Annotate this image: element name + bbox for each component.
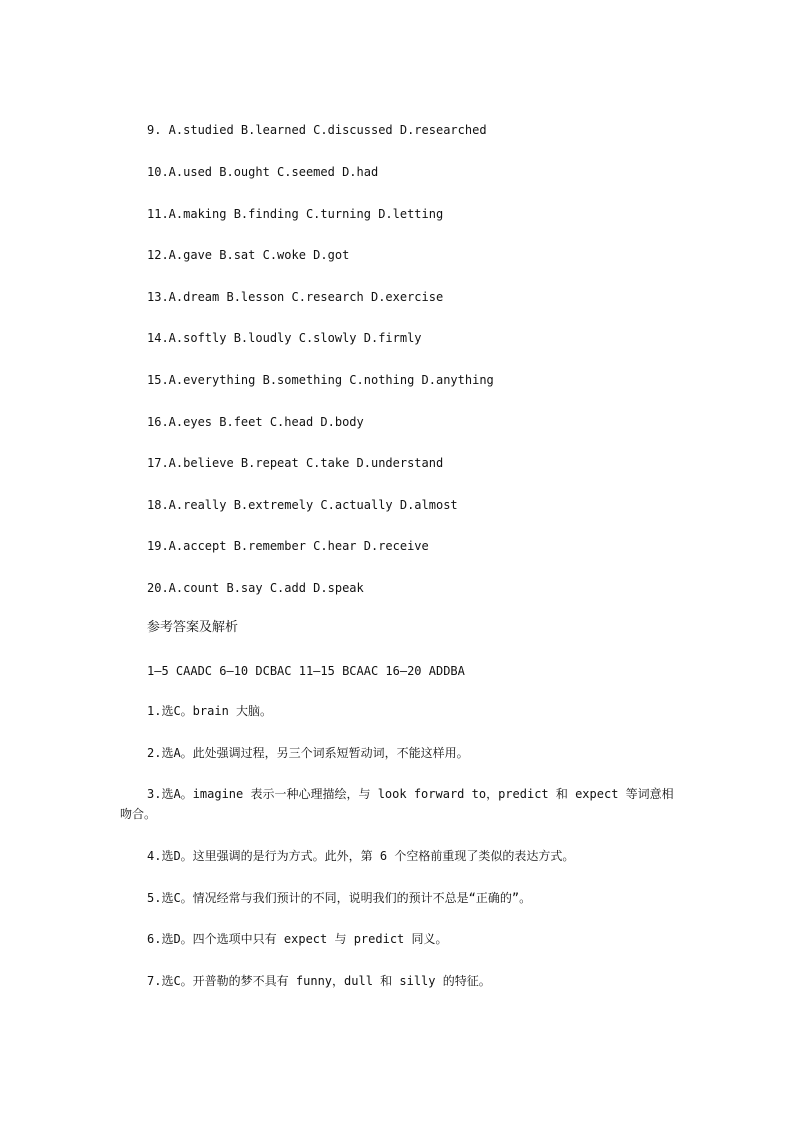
question-15: 15.A.everything B.something C.nothing D.anything [147,373,494,387]
question-19: 19.A.accept B.remember C.hear D.receive [147,539,429,553]
question-16: 16.A.eyes B.feet C.head D.body [147,415,364,429]
question-14: 14.A.softly B.loudly C.slowly D.firmly [147,331,422,345]
question-13: 13.A.dream B.lesson C.research D.exercise [147,290,444,304]
explanation-5: 5.选C。情况经常与我们预计的不同，说明我们的预计不总是“正确的”。 [147,891,532,905]
question-11: 11.A.making B.finding C.turning D.letting [147,207,444,221]
question-12: 12.A.gave B.sat C.woke D.got [147,248,350,262]
question-20: 20.A.count B.say C.add D.speak [147,581,364,595]
question-18: 18.A.really B.extremely C.actually D.almost [147,498,458,512]
question-17: 17.A.believe B.repeat C.take D.understand [147,456,444,470]
explanation-2: 2.选A。此处强调过程，另三个词系短暂动词，不能这样用。 [147,746,469,760]
answer-key: 1—5 CAADC 6—10 DCBAC 11—15 BCAAC 16—20 ADDBA [147,664,465,678]
explanation-1: 1.选C。brain 大脑。 [147,704,273,718]
explanation-6: 6.选D。四个选项中只有 expect 与 predict 同义。 [147,932,448,946]
question-10: 10.A.used B.ought C.seemed D.had [147,165,379,179]
explanation-7: 7.选C。开普勒的梦不具有 funny，dull 和 silly 的特征。 [147,974,491,988]
explanation-3: 3.选A。imagine 表示一种心理描绘，与 look forward to，predict 和 expect 等词意相吻合。 [120,787,674,821]
question-9: 9. A.studied B.learned C.discussed D.researched [147,123,487,137]
answers-heading: 参考答案及解析 [147,620,239,635]
explanation-4: 4.选D。这里强调的是行为方式。此外，第 6 个空格前重现了类似的表达方式。 [147,849,575,863]
